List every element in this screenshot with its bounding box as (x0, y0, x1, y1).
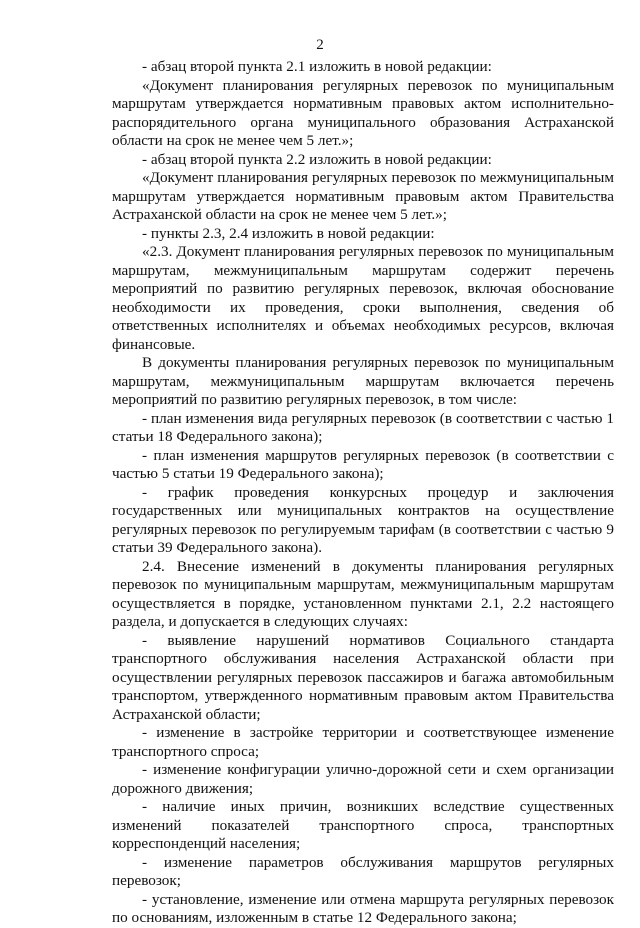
paragraph: В документы планирования регулярных перевозок по муниципальным маршрутам, межмуниципальным маршрутам включается перечень мероприятий по развитию регулярных перевозок, в том числе: (112, 354, 614, 408)
paragraph: - изменение в застройке территории и соответствующее изменение транспортного спроса; (112, 724, 614, 760)
paragraph: - план изменения вида регулярных перевозок (в соответствии с частью 1 статьи 18 Федерального закона); (112, 409, 614, 445)
paragraph: - изменение конфигурации улично-дорожной сети и схем организации дорожного движения; (112, 761, 614, 797)
document-body (112, 58, 614, 928)
paragraph: - абзац второй пункта 2.1 изложить в новой редакции: (142, 58, 492, 75)
paragraph: - план изменения маршрутов регулярных перевозок (в соответствии с частью 5 статьи 19 Федерального закона); (112, 446, 614, 482)
paragraph: 2.4. Внесение изменений в документы планирования регулярных перевозок по муниципальным маршрутам, межмуниципальным маршрутам осуществляется в порядке, установленном пунктами 2.1, 2.2 настоящего раздела, и допускается в следующих случаях: (112, 557, 614, 630)
paragraph: - пункты 2.3, 2.4 изложить в новой редакции: (142, 224, 435, 242)
paragraph: - наличие иных причин, возникших вследствие существенных изменений показателей транспортного спроса, транспортных корреспонденций населения; (112, 798, 614, 852)
paragraph: - изменение параметров обслуживания маршрутов регулярных перевозок; (112, 853, 614, 889)
paragraph: - график проведения конкурсных процедур и заключения государственных или муниципальных контрактов на осуществление регулярных перевозок по регулируемым тарифам (в соответствии с частью 9 статьи 39 Федерального закона). (112, 483, 614, 556)
paragraph: - абзац второй пункта 2.2 изложить в новой редакции: (142, 150, 492, 168)
paragraph: «Документ планирования регулярных перевозок по межмуниципальным маршрутам утверждается нормативным правовым актом Правительства Астраханской области на срок не менее чем 5 лет.»; (112, 169, 614, 223)
paragraph: - установление, изменение или отмена маршрута регулярных перевозок по основаниям, изложенным в статье 12 Федерального закона; (112, 890, 614, 926)
paragraph: «Документ планирования регулярных перевозок по муниципальным маршрутам утверждается нормативным правовых актом исполнительно-распорядительного органа муниципального образования Астраханской области на срок не менее чем 5 лет.»; (112, 76, 614, 149)
page-number: 2 (316, 37, 324, 53)
paragraph: «2.3. Документ планирования регулярных перевозок по муниципальным маршрутам, межмуниципальным маршрутам содержит перечень мероприятий по развитию регулярных перевозок, включая обоснование необходимости их проведения, сроки выполнения, сведения об ответственных исполнителях и объемах необходимых ресурсов, включая финансовые. (112, 243, 614, 353)
paragraph: - выявление нарушений нормативов Социального стандарта транспортного обслуживания населения Астраханской области при осуществлении регулярных перевозок пассажиров и багажа автомобильным транспортом, утвержденного нормативным правовым актом Правительства Астраханской области; (112, 631, 614, 723)
